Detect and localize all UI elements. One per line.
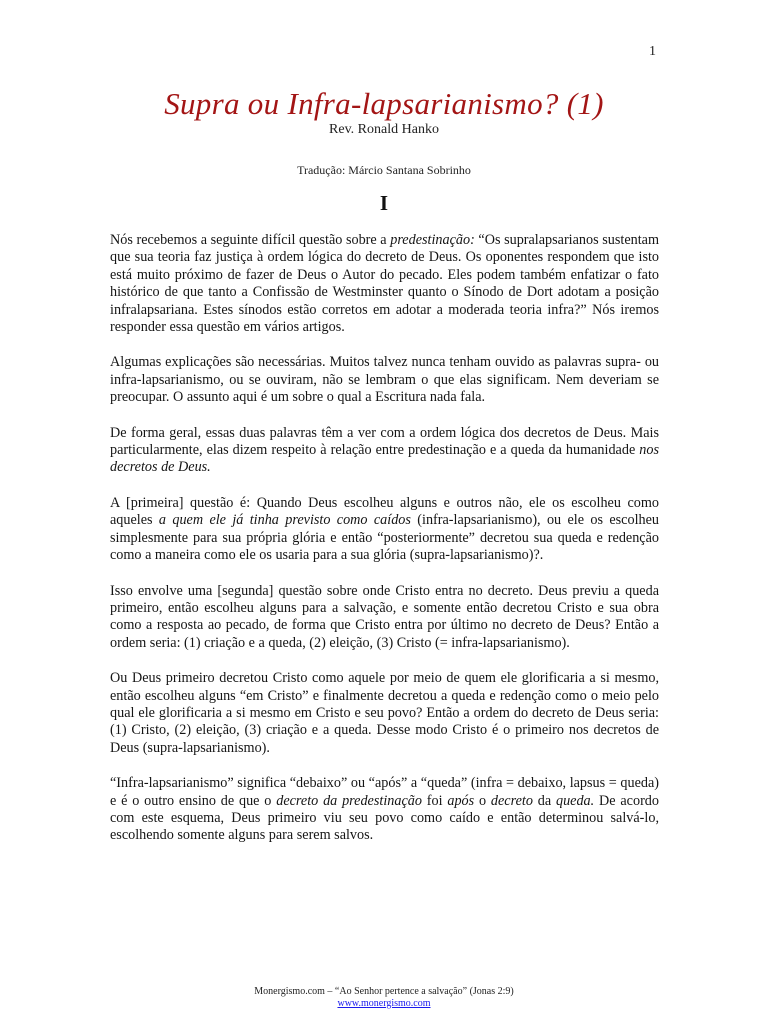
paragraph-6: Ou Deus primeiro decretou Cristo como aquele por meio de quem ele glorificaria a si mesmo, então escolheu alguns “em Cristo” e finalmente decretou a queda e redenção como o meio pelo qual ele glorificaria a si mesmo em Cristo e seu povo? Então a ordem do decreto de Deus seria: (1) Cristo, (2) eleição, (3) criação e a queda. Desse modo Cristo é o primeiro nos decretos de Deus (supra-lapsarianismo). (110, 670, 659, 756)
paragraph-5: Isso envolve uma [segunda] questão sobre onde Cristo entra no decreto. Deus previu a queda primeiro, então escolheu alguns para a salvação, e somente então decretou Cristo e sua obra como a resposta ao pecado, de forma que Cristo entra por último no decreto de Deus? Então a ordem seria: (1) criação e a queda, (2) eleição, (3) Cristo (= infra-lapsarianismo). (110, 582, 659, 651)
paragraph-7-text-c: o (474, 792, 491, 809)
paragraph-4 (110, 495, 659, 565)
paragraph-7-text-d: da (532, 792, 556, 809)
paragraph-4-text-a: A [primeira] questão é: Quando Deus escolheu alguns e outros não, ele os escolheu como aqueles (110, 494, 659, 529)
paragraph-2: Algumas explicações são necessárias. Muitos talvez nunca tenham ouvido as palavras supra- ou infra-lapsarianismo, ou se ouviram, não se lembram o que elas significam. Nem deveriam se preocupar. O assunto aqui é um sobre o qual a Escritura nada fala. (110, 354, 659, 406)
paragraph-1-text-b: “Os supralapsarianos sustentam que sua teoria faz justiça à ordem lógica do decreto de Deus. Os oponentes respondem que isto está muito próximo de fazer de Deus o Autor do pecado. Eles podem também enfatizar o fato histórico de que tanto a Confissão de Westminster quanto o Sínodo de Dort adotam a posição infralapsariana. Estes sínodos estão corretos em adotar a moderada teoria infra?” Nós iremos responder essa questão em vários artigos. (110, 232, 659, 336)
paragraph-7-emphasis-1: decreto da predestinação (276, 792, 422, 809)
paragraph-1-text-a: Nós recebemos a seguinte difícil questão sobre a (110, 232, 391, 248)
paragraph-7-emphasis-2: após (447, 792, 475, 809)
paragraph-3 (110, 425, 659, 477)
translator-line: Tradução: Márcio Santana Sobrinho (297, 163, 471, 177)
paragraph-1 (110, 232, 659, 336)
document-title: Supra ou Infra-lapsarianismo? (1) (164, 86, 604, 121)
article-body (110, 232, 659, 863)
paragraph-7-text-b: foi (421, 792, 448, 809)
paragraph-3-emphasis: nos decretos de Deus. (110, 442, 659, 476)
paragraph-3-text-a: De forma geral, essas duas palavras têm a ver com a ordem lógica dos decretos de Deus. Mais particularmente, elas dizem respeito à relação entre predestinação e a queda da humanidade (110, 424, 659, 459)
footer-tagline: Monergismo.com – “Ao Senhor pertence a salvação” (Jonas 2:9) (254, 986, 514, 997)
paragraph-7-emphasis-3: decreto (490, 792, 533, 809)
section-heading: I (379, 191, 389, 215)
paragraph-7-emphasis-4: queda. (555, 792, 595, 809)
page-number: 1 (649, 44, 656, 59)
paragraph-4-text-b: (infra-lapsarianismo), ou ele os escolheu simplesmente para sua própria glória e então “posteriormente” decretou sua queda e redenção como a maneira como ele os usaria para a sua glória (supra-lapsarianismo)?. (110, 512, 660, 564)
paragraph-7 (110, 775, 659, 845)
paragraph-7-text-a: “Infra-lapsarianismo” significa “debaixo” ou “após” a “queda” (infra = debaixo, lapsus = queda) e é o outro ensino de que o (110, 775, 659, 809)
paragraph-7-text-e: De acordo com este esquema, Deus primeiro viu seu povo como caído e então determinou salvá-lo, escolhendo somente alguns para serem salvos. (110, 792, 659, 844)
footer-website-link[interactable]: www.monergismo.com (337, 998, 431, 1009)
author-line: Rev. Ronald Hanko (329, 122, 439, 137)
page-footer (0, 986, 768, 1010)
paragraph-4-emphasis: a quem ele já tinha previsto como caídos (158, 512, 411, 529)
paragraph-1-emphasis: predestinação: (390, 232, 475, 248)
